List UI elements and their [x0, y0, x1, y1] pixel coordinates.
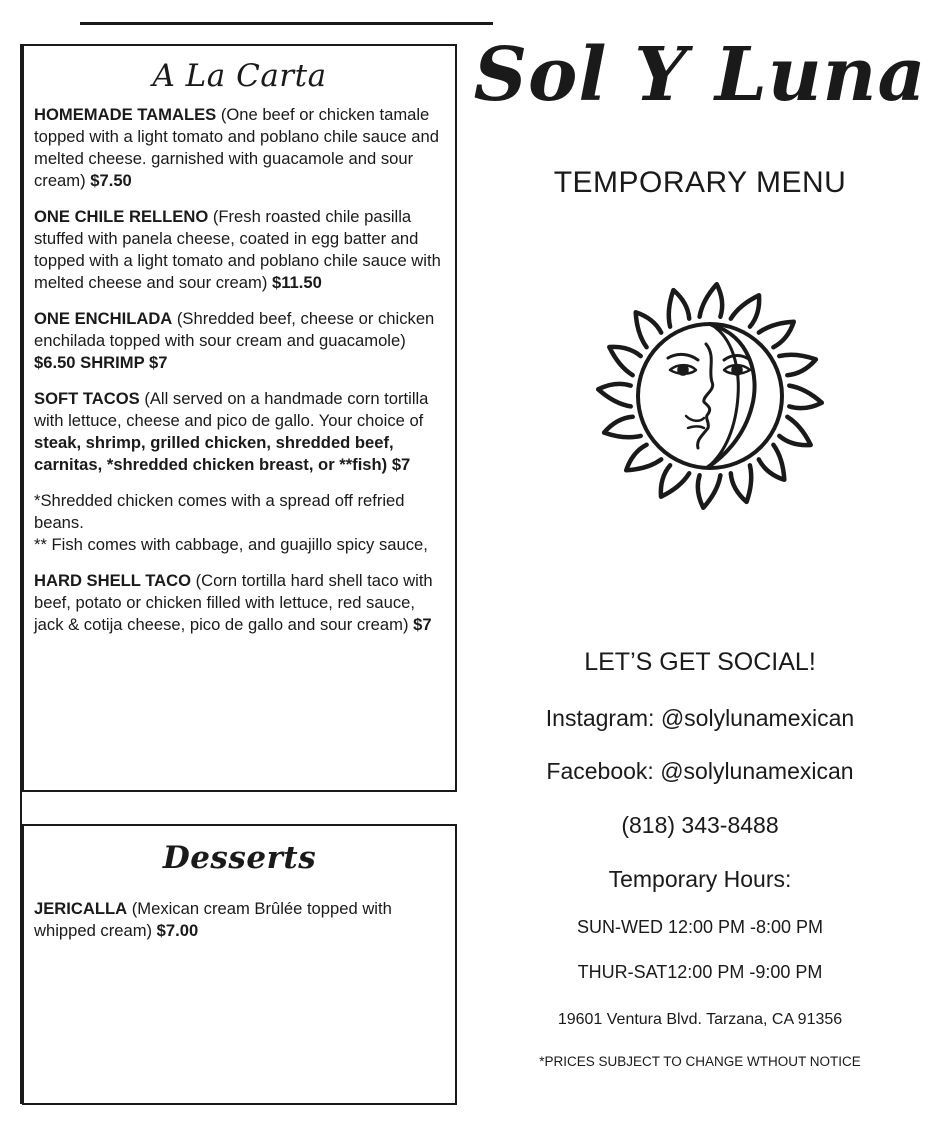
hours-sun-wed: SUN-WED 12:00 PM -8:00 PM: [576, 917, 824, 937]
menu-item-chile-relleno: [34, 206, 445, 294]
social-heading: LET’S GET SOCIAL!: [584, 648, 816, 676]
item-name: ONE CHILE RELLENO: [34, 207, 209, 226]
top-divider: [80, 22, 493, 25]
sun-ray: [669, 290, 689, 327]
sun-ray: [759, 322, 794, 348]
item-price: $7: [413, 615, 432, 634]
menu-item-hard-shell-taco: [34, 570, 445, 636]
sun-ray: [698, 475, 721, 508]
facebook-handle: Facebook: @solylunamexican: [546, 758, 854, 784]
address: 19601 Ventura Blvd. Tarzana, CA 91356: [557, 1011, 843, 1028]
sun-ray: [661, 465, 689, 496]
sun-ray: [626, 445, 661, 471]
desserts-section: [22, 824, 457, 1105]
footnote-shredded-chicken: *Shredded chicken comes with a spread off refried beans.: [34, 491, 405, 532]
item-name: HARD SHELL TACO: [34, 571, 192, 590]
instagram-handle: Instagram: @solylunamexican: [545, 705, 855, 731]
menu-item-enchilada: [34, 308, 445, 374]
menu-item-tamales: [34, 104, 445, 192]
footnote-fish: ** Fish comes with cabbage, and guajillo spicy sauce,: [34, 535, 428, 554]
hours-heading: Temporary Hours:: [608, 866, 792, 892]
sun-ray: [700, 284, 723, 317]
item-price: $6.50 SHRIMP $7: [34, 353, 168, 372]
item-price: $7.50: [90, 171, 132, 190]
item-description: (Fresh roasted chile pasilla stuffed with panela cheese, coated in egg batter and topped with a light tomato and poblano chile sauce with melted cheese and sour cream): [34, 207, 441, 292]
item-description: (Corn tortilla hard shell taco with beef, potato or chicken filled with lettuce, red sauce, jack & cotija cheese, pico de gallo and sour cream): [34, 571, 433, 634]
desserts-title: Desserts: [162, 840, 317, 876]
sun-ray: [731, 295, 759, 326]
item-name: JERICALLA: [34, 899, 128, 918]
a-la-carta-title: A La Carta: [152, 58, 327, 94]
a-la-carta-section: [22, 44, 457, 792]
restaurant-logo: Sol Y Luna: [473, 32, 927, 118]
menu-item-soft-tacos: [34, 388, 445, 476]
item-description: (Mexican cream Brûlée topped with whipped cream): [34, 899, 392, 940]
sun-ray: [636, 312, 662, 347]
item-choices: steak, shrimp, grilled chicken, shredded beef, carnitas, *shredded chicken breast, or **fish): [34, 433, 394, 474]
item-name: HOMEMADE TAMALES: [34, 105, 217, 124]
item-name: ONE ENCHILADA: [34, 309, 173, 328]
sun-ray: [731, 465, 751, 502]
sun-ray: [779, 355, 816, 375]
item-description: (One beef or chicken tamale topped with a light tomato and poblano chile sauce and melted cheese. garnished with guacamole and sour cream): [34, 105, 439, 190]
sun-ray: [759, 445, 785, 480]
item-price: $7: [387, 455, 411, 474]
item-description: (All served on a handmade corn tortilla with lettuce, cheese and pico de gallo. Your choice of: [34, 389, 429, 430]
sun-ray: [598, 384, 631, 407]
item-description: (Shredded beef, cheese or chicken enchilada topped with sour cream and guacamole): [34, 309, 435, 350]
price-notice: *PRICES SUBJECT TO CHANGE WTHOUT NOTICE: [539, 1054, 861, 1069]
sun-ray: [609, 347, 640, 375]
menu-item-jericalla: [34, 898, 445, 942]
hours-thur-sat: THUR-SAT12:00 PM -9:00 PM: [577, 962, 823, 982]
item-name: SOFT TACOS: [34, 389, 140, 408]
item-price: $11.50: [271, 273, 322, 292]
sun-moon-icon: [590, 276, 830, 516]
item-price: $7.00: [156, 921, 199, 940]
sun-ray: [789, 386, 822, 409]
sun-ray: [604, 417, 641, 437]
sun-ray: [779, 417, 810, 445]
phone-number: (818) 343-8488: [621, 812, 779, 838]
menu-subtitle: TEMPORARY MENU: [553, 166, 847, 199]
